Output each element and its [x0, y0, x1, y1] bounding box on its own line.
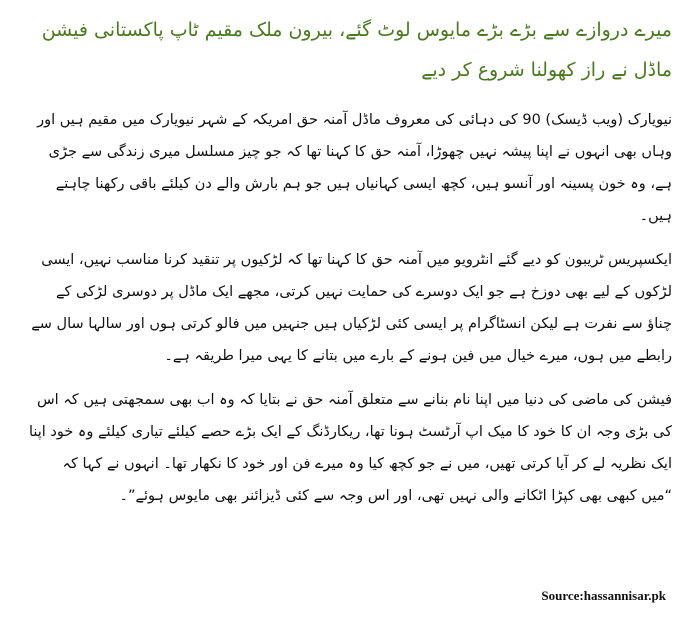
- article-paragraph: فیشن کی ماضی کی دنیا میں اپنا نام بنانے سے متعلق آمنہ حق نے بتایا کہ وہ اب بھی سمجھتی ہیں کہ اس کی بڑی وجہ ان کا خود کا میک اپ آرٹسٹ ہونا تھا، ریکارڈنگ کے ایک بڑے حصے کیلئے تیاری کیلئے وہ خود اپنا ایک نظریہ لے کر آیا کرتی تھیں، میں نے جو کچھ کیا وہ میرے فن اور خود کا نکھار تھا۔ انہوں نے کہا کہ “میں کبھی بھی کپڑا اٹکانے والی نہیں تھی، اور اس وجہ سے کئی ڈیزائنر بھی مایوس ہوئے”۔: [28, 392, 672, 504]
- article-paragraph: نیویارک (ویب ڈیسک) 90 کی دہائی کی معروف ماڈل آمنہ حق امریکہ کے شہر نیویارک میں مقیم ہیں اور وہاں بھی انہوں نے اپنا پیشہ نہیں چھوڑا، آمنہ حق کا کہنا تھا کہ جو چیز مسلسل میری زندگی سے جڑی ہے، وہ خون پسینہ اور آنسو ہیں، کچھ ایسی کہانیاں ہیں جو ہم بارش والے دن کیلئے باقی رکھنا چاہتے ہیں۔: [37, 112, 672, 224]
- article-headline: میرے دروازے سے بڑے بڑے مایوس لوٹ گئے، بیرون ملک مقیم ٹاپ پاکستانی فیشن ماڈل نے راز کھولنا شروع کر دیے: [41, 19, 672, 81]
- article-paragraph: ایکسپریس ٹریبون کو دیے گئے انٹرویو میں آمنہ حق کا کہنا تھا کہ لڑکیوں پر تنقید کرنا مناسب نہیں، ایسی لڑکوں کے لیے بھی دوزخ ہے جو ایک دوسرے کی حمایت نہیں کرتی، مجھے ایک ماڈل پر دوسری لڑکی کے چناؤ سے نفرت ہے لیکن انسٹاگرام پر ایسی کئی لڑکیاں ہیں جنہیں میں فالو کرتی ہوں اور سالہا سال سے رابطے میں ہوں، میرے خیال میں فین ہونے کے بارے میں بتانے کا یہی میرا طریقہ ہے۔: [31, 252, 672, 364]
- source-credit: Source:hassannisar.pk: [541, 588, 666, 603]
- article: [28, 10, 672, 524]
